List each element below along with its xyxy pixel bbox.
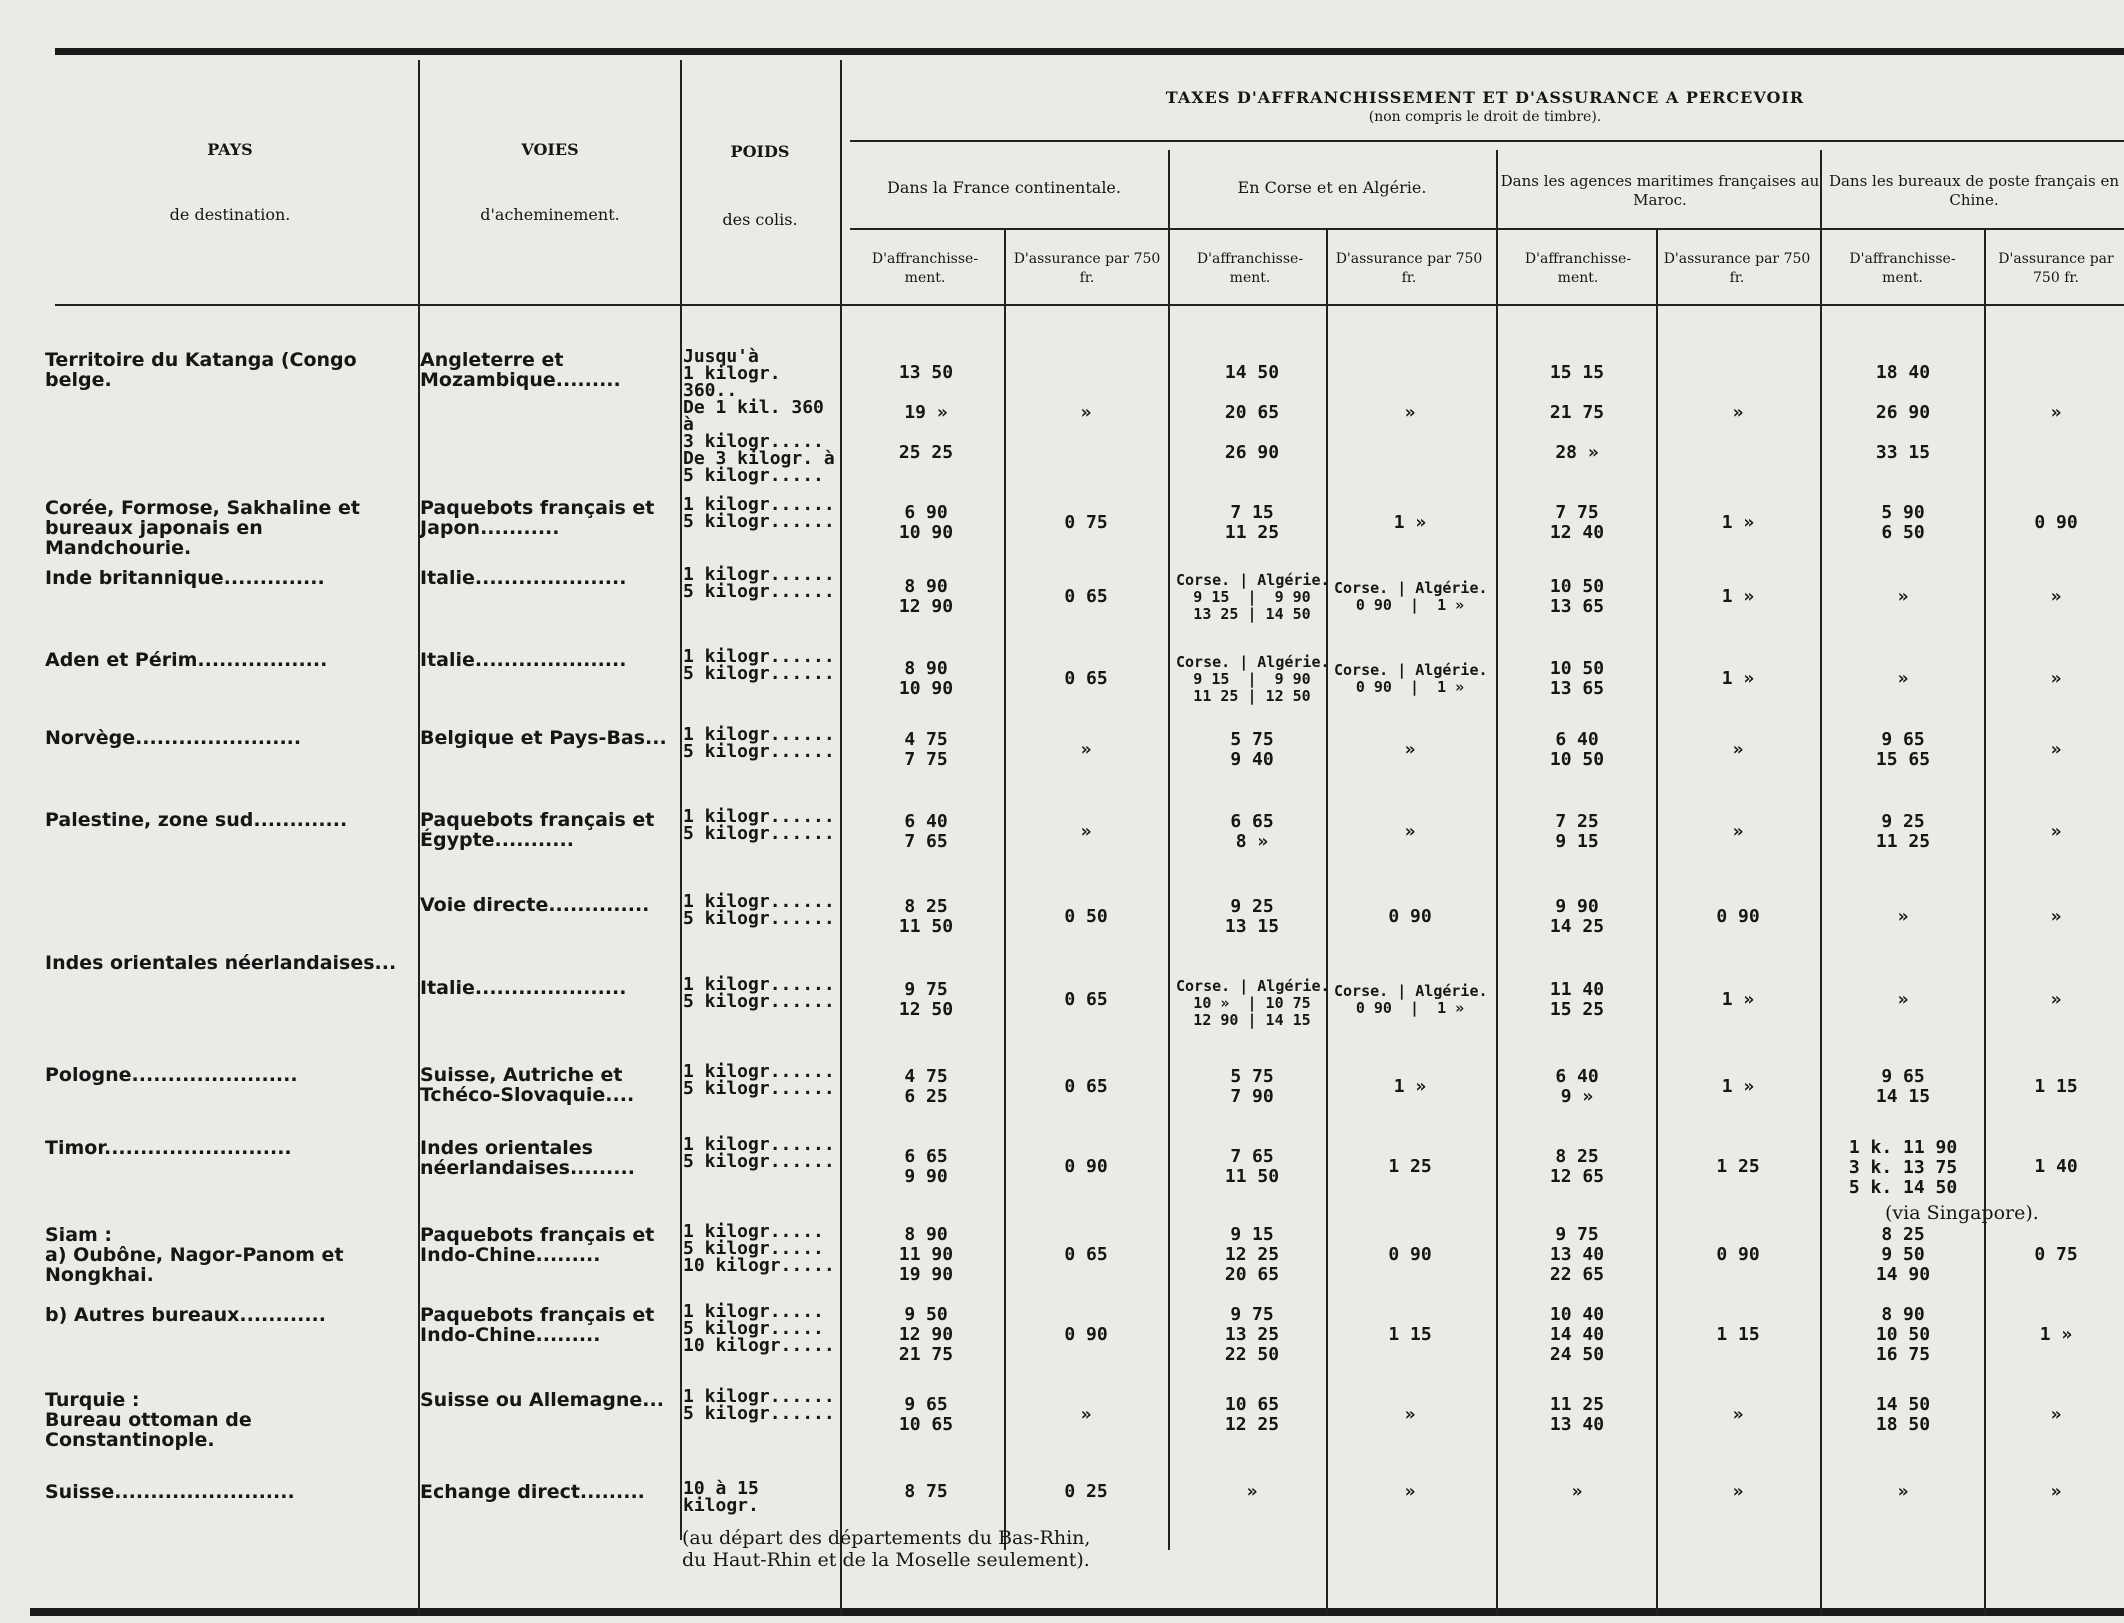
cell-co-aff: 7 65 11 50 [1224, 1146, 1280, 1187]
cell-ma-ass: 1 » [1721, 668, 1755, 689]
cell-ma-aff: 6 40 10 50 [1549, 729, 1605, 770]
header-zone-chine: Dans les bureaux de poste français en Chine. [1828, 172, 2120, 209]
header-poids-sub: des colis. [722, 210, 798, 229]
cell-ch-ass: » [2050, 668, 2062, 689]
cell-co-aff: 7 15 11 25 [1224, 502, 1280, 543]
cell-ma-ass: 0 90 [1716, 906, 1760, 927]
cell-ma-ass: 1 15 [1716, 1324, 1760, 1345]
row-voie: Indes orientales néerlandaises......... [420, 1137, 635, 1179]
col-divider [1004, 230, 1006, 1550]
cell-co-aff: 14 50 20 65 26 90 [1224, 361, 1280, 463]
header-taxes-title: TAXES D'AFFRANCHISSEMENT ET D'ASSURANCE A PERCEVOIR [1165, 88, 1805, 107]
cell-ma-aff: 11 40 15 25 [1549, 979, 1605, 1020]
cell-co-aff: 9 75 13 25 22 50 [1224, 1304, 1280, 1365]
cell-ch-ass: 1 » [2039, 1324, 2073, 1345]
row-pays: Indes orientales néerlandaises... [45, 952, 397, 974]
cell-fr-ass: 0 65 [1064, 1076, 1108, 1097]
cell-ma-ass: » [1732, 1481, 1744, 1502]
cell-fr-ass: 0 65 [1064, 586, 1108, 607]
cell-ma-ass: 1 » [1721, 1076, 1755, 1097]
col-divider [1984, 230, 1986, 1615]
cell-ch-ass: » [2050, 401, 2062, 423]
cell-ma-ass: » [1732, 739, 1744, 760]
row-poids: 1 kilogr..... 5 kilogr..... 10 kilogr..... [683, 1301, 835, 1356]
cell-ma-ass: » [1732, 401, 1744, 423]
cell-fr-ass: » [1080, 401, 1092, 423]
row-voie: Suisse ou Allemagne... [420, 1389, 664, 1411]
cell-fr-ass: 0 90 [1064, 1324, 1108, 1345]
header-assur: D'assurance par 750 fr. [1013, 251, 1161, 286]
col-divider [1496, 150, 1498, 1615]
row-poids: 1 kilogr...... 5 kilogr...... [683, 494, 835, 532]
row-pays: Turquie : Bureau ottoman de Constantinople. [45, 1389, 252, 1451]
cell-ma-aff: 10 40 14 40 24 50 [1549, 1304, 1605, 1365]
cell-ch-ass: » [2050, 821, 2062, 842]
cell-co-ass: Corse. | Algérie. 0 90 | 1 » [1334, 579, 1488, 614]
cell-ma-aff: » [1571, 1481, 1583, 1502]
cell-ch-ass: 0 90 [2034, 512, 2078, 533]
cell-ch-aff: 9 25 11 25 [1875, 811, 1931, 852]
cell-ma-aff: 10 50 13 65 [1549, 576, 1605, 617]
row-pays: Corée, Formose, Sakhaline et bureaux japonais en Mandchourie. [45, 497, 360, 559]
cell-ma-ass: 1 » [1721, 586, 1755, 607]
cell-ch-aff: 14 50 18 50 [1875, 1394, 1931, 1435]
header-taxes-sub: (non compris le droit de timbre). [1368, 109, 1602, 125]
header-pays: PAYS [207, 140, 253, 159]
col-divider [1656, 230, 1658, 1615]
cell-fr-ass: » [1080, 739, 1092, 760]
row-poids: 1 kilogr..... 5 kilogr..... 10 kilogr..... [683, 1221, 835, 1276]
row-pays: Norvège....................... [45, 727, 302, 749]
row-poids: 1 kilogr...... 5 kilogr...... [683, 891, 835, 929]
cell-ch-aff: » [1897, 668, 1909, 689]
cell-ma-aff: 15 15 21 75 28 » [1549, 361, 1605, 463]
cell-fr-ass: 0 75 [1064, 512, 1108, 533]
cell-fr-ass: 0 50 [1064, 906, 1108, 927]
top-rule [55, 48, 2124, 55]
cell-fr-aff: 8 90 10 90 [898, 658, 954, 699]
row-poids: 1 kilogr...... 5 kilogr...... [683, 1386, 835, 1424]
cell-ch-aff: » [1897, 906, 1909, 927]
cell-co-ass: 1 25 [1388, 1156, 1432, 1177]
row-pays: Pologne....................... [45, 1064, 298, 1086]
cell-ch-ass: 1 40 [2034, 1156, 2078, 1177]
cell-ch-ass: » [2050, 586, 2062, 607]
cell-ma-aff: 9 75 13 40 22 65 [1549, 1224, 1605, 1285]
header-affr: D'affranchisse-ment. [871, 251, 979, 286]
cell-co-ass: » [1404, 821, 1416, 842]
col-divider [840, 60, 842, 1615]
header-affr: D'affranchisse-ment. [1196, 251, 1304, 286]
cell-co-ass: 1 » [1393, 512, 1427, 533]
cell-fr-aff: 8 90 11 90 19 90 [898, 1224, 954, 1285]
cell-ch-ass: 1 15 [2034, 1076, 2078, 1097]
cell-ch-aff: » [1897, 989, 1909, 1010]
row-pays: Aden et Périm.................. [45, 649, 328, 671]
cell-ch-aff: 18 40 26 90 33 15 [1875, 361, 1931, 463]
cell-co-aff: Corse. | Algérie. 9 15 | 9 90 13 25 | 14 50 [1176, 570, 1330, 623]
cell-ma-ass: » [1732, 1404, 1744, 1425]
row-pays: Inde britannique.............. [45, 567, 325, 589]
header-voies-sub: d'acheminement. [480, 205, 620, 224]
cell-co-ass: 1 » [1393, 1076, 1427, 1097]
cell-fr-ass: 0 25 [1064, 1481, 1108, 1502]
header-assur: D'assurance par 750 fr. [1335, 251, 1483, 286]
cell-fr-aff: 4 75 7 75 [904, 729, 948, 770]
cell-co-ass: Corse. | Algérie. 0 90 | 1 » [1334, 982, 1488, 1017]
cell-co-aff: 10 65 12 25 [1224, 1394, 1280, 1435]
row-voie: Italie..................... [420, 567, 627, 589]
row-pays: Territoire du Katanga (Congo belge. [45, 349, 357, 391]
header-affr: D'affranchisse-ment. [1524, 251, 1632, 286]
cell-fr-aff: 9 65 10 65 [898, 1394, 954, 1435]
row-pays: Palestine, zone sud............. [45, 809, 348, 831]
cell-ma-ass: 0 90 [1716, 1244, 1760, 1265]
row-poids: 1 kilogr...... 5 kilogr...... [683, 724, 835, 762]
row-voie: Echange direct......... [420, 1481, 645, 1503]
cell-co-aff: Corse. | Algérie. 10 » | 10 75 12 90 | 14 15 [1176, 977, 1330, 1029]
cell-ch-ass: » [2050, 989, 2062, 1010]
row-voie: Suisse, Autriche et Tchéco-Slovaquie.... [420, 1064, 635, 1106]
header-voies: VOIES [521, 140, 579, 159]
cell-ch-ass: » [2050, 1481, 2062, 1502]
header-affr: D'affranchisse-ment. [1849, 251, 1956, 286]
cell-fr-ass: 0 90 [1064, 1156, 1108, 1177]
header-pays-sub: de destination. [169, 205, 291, 224]
cell-ma-ass: 1 » [1721, 512, 1755, 533]
cell-fr-aff: 8 25 11 50 [898, 896, 954, 937]
header-zone-corse: En Corse et en Algérie. [1237, 178, 1427, 197]
cell-co-aff: Corse. | Algérie. 9 15 | 9 90 11 25 | 12 50 [1176, 652, 1330, 705]
cell-ch-ass: 0 75 [2034, 1244, 2078, 1265]
row-voie: Italie..................... [420, 649, 627, 671]
cell-co-ass: 1 15 [1388, 1324, 1432, 1345]
cell-ch-ass: » [2050, 906, 2062, 927]
cell-ch-aff: 8 25 9 50 14 90 [1875, 1224, 1931, 1285]
cell-co-ass: 0 90 [1388, 906, 1432, 927]
header-zone-maroc: Dans les agences maritimes françaises au Maroc. [1500, 172, 1820, 209]
header-rule [55, 304, 2124, 306]
cell-ma-aff: 7 75 12 40 [1549, 502, 1605, 543]
cell-ch-aff: » [1897, 1481, 1909, 1502]
row-poids: 1 kilogr...... 5 kilogr...... [683, 806, 835, 844]
row-poids: 1 kilogr...... 5 kilogr...... [683, 1134, 835, 1172]
cell-ch-aff: 9 65 15 65 [1875, 729, 1931, 770]
cell-fr-aff: 9 50 12 90 21 75 [898, 1304, 954, 1365]
row-voie: Paquebots français et Indo-Chine......... [420, 1304, 655, 1346]
cell-ch-aff: 5 90 6 50 [1881, 502, 1925, 543]
cell-fr-aff: 8 90 12 90 [898, 576, 954, 617]
cell-ma-ass: 1 » [1721, 989, 1755, 1010]
cell-co-aff: 6 65 8 » [1230, 811, 1274, 852]
cell-fr-aff: 6 40 7 65 [904, 811, 948, 852]
cell-fr-ass: » [1080, 1404, 1092, 1425]
cell-fr-aff: 6 90 10 90 [898, 502, 954, 543]
header-poids: POIDS [730, 142, 790, 161]
header-assur: D'assurance par 750 fr. [1998, 251, 2114, 286]
row-poids: 10 à 15 kilogr. [683, 1478, 759, 1516]
row-poids: 1 kilogr...... 5 kilogr...... [683, 1061, 835, 1099]
header-rule [850, 140, 2124, 142]
row-voie: Paquebots français et Égypte........... [420, 809, 655, 851]
cell-co-aff: » [1246, 1481, 1258, 1502]
col-divider [1168, 150, 1170, 1550]
row-pays: b) Autres bureaux............ [45, 1304, 326, 1326]
cell-fr-aff: 13 50 19 » 25 25 [898, 361, 954, 463]
cell-fr-ass: 0 65 [1064, 1244, 1108, 1265]
cell-ch-aff: 1 k. 11 90 3 k. 13 75 5 k. 14 50 [1848, 1137, 1958, 1198]
cell-ch-aff: 8 90 10 50 16 75 [1875, 1304, 1931, 1365]
cell-ma-aff: 8 25 12 65 [1549, 1146, 1605, 1187]
row-pays: Siam : a) Oubône, Nagor-Panom et Nongkhai. [45, 1224, 344, 1286]
cell-fr-aff: 8 75 [904, 1481, 948, 1502]
row-voie: Italie..................... [420, 977, 627, 999]
row-voie: Belgique et Pays-Bas... [420, 727, 667, 749]
cell-co-aff: 9 25 13 15 [1224, 896, 1280, 937]
row-voie: Paquebots français et Japon........... [420, 497, 655, 539]
cell-ma-aff: 10 50 13 65 [1549, 658, 1605, 699]
cell-ma-aff: 9 90 14 25 [1549, 896, 1605, 937]
row-poids: 1 kilogr...... 5 kilogr...... [683, 564, 835, 602]
cell-co-aff: 5 75 7 90 [1230, 1066, 1274, 1107]
cell-fr-ass: 0 65 [1064, 989, 1108, 1010]
cell-co-ass: 0 90 [1388, 1244, 1432, 1265]
cell-co-ass: » [1404, 1481, 1416, 1502]
header-zone-france: Dans la France continentale. [887, 178, 1121, 197]
header-assur: D'assurance par 750 fr. [1663, 251, 1811, 286]
bottom-rule [30, 1608, 2124, 1616]
row-pays: Timor.......................... [45, 1137, 292, 1159]
row-voie: Angleterre et Mozambique......... [420, 349, 621, 391]
cell-ma-aff: 6 40 9 » [1555, 1066, 1599, 1107]
cell-ch-ass: » [2050, 739, 2062, 760]
cell-fr-ass: » [1080, 821, 1092, 842]
note-singapore: (via Singapore). [1885, 1202, 2039, 1224]
cell-ma-aff: 11 25 13 40 [1549, 1394, 1605, 1435]
header-rule [850, 228, 2124, 230]
cell-co-aff: 5 75 9 40 [1230, 729, 1274, 770]
cell-fr-aff: 6 65 9 90 [904, 1146, 948, 1187]
note-bas-rhin: (au départ des départements du Bas-Rhin, du Haut-Rhin et de la Moselle seulement). [682, 1527, 1091, 1571]
row-poids: 1 kilogr...... 5 kilogr...... [683, 646, 835, 684]
cell-ma-ass: 1 25 [1716, 1156, 1760, 1177]
cell-fr-aff: 4 75 6 25 [904, 1066, 948, 1107]
cell-ch-ass: » [2050, 1404, 2062, 1425]
col-divider [1820, 150, 1822, 1615]
row-pays: Suisse......................... [45, 1481, 295, 1503]
cell-co-ass: Corse. | Algérie. 0 90 | 1 » [1334, 661, 1488, 696]
row-poids: Jusqu'à 1 kilogr. 360.. De 1 kil. 360 à 3 kilogr..... De 3 kilogr. à 5 kilogr..... [683, 346, 835, 486]
cell-ma-aff: 7 25 9 15 [1555, 811, 1599, 852]
cell-fr-ass: 0 65 [1064, 668, 1108, 689]
cell-fr-aff: 9 75 12 50 [898, 979, 954, 1020]
row-voie: Paquebots français et Indo-Chine......... [420, 1224, 655, 1266]
cell-ch-aff: 9 65 14 15 [1875, 1066, 1931, 1107]
cell-co-aff: 9 15 12 25 20 65 [1224, 1224, 1280, 1285]
cell-co-ass: » [1404, 739, 1416, 760]
row-voie: Voie directe.............. [420, 894, 650, 916]
cell-ch-aff: » [1897, 586, 1909, 607]
cell-co-ass: » [1404, 1404, 1416, 1425]
cell-co-ass: » [1404, 401, 1416, 423]
cell-ma-ass: » [1732, 821, 1744, 842]
col-divider [680, 60, 682, 1540]
row-poids: 1 kilogr...... 5 kilogr...... [683, 974, 835, 1012]
